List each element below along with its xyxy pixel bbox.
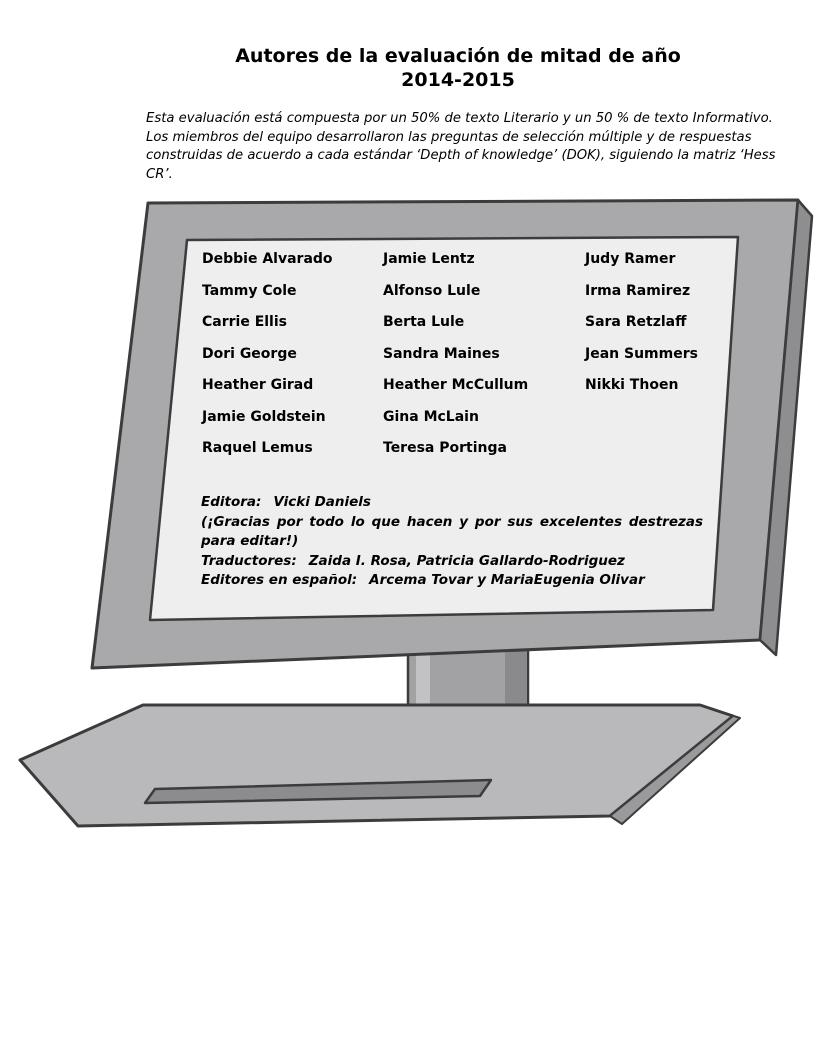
intro-paragraph: Esta evaluación está compuesta por un 50% de texto Literario y un 50 % de texto Informativo. Los miembros del equipo desarrollaron las preguntas de selección múltiple y de respuestas construidas de acuerdo a cada estándar ‘Depth of knowledge’ (DOK), siguiendo la matriz ‘Hess CR’. xyxy=(146,111,776,182)
author-name: Tammy Cole xyxy=(202,282,297,299)
author-name: Nikki Thoen xyxy=(585,377,679,393)
translators-row xyxy=(201,552,703,572)
author-name: Gina McLain xyxy=(383,408,479,425)
thanks-note: (¡Gracias por todo lo que hacen y por sus excelentes destrezas para editar!) xyxy=(201,513,703,549)
author-name: Jamie Lentz xyxy=(383,251,475,267)
author-name: Raquel Lemus xyxy=(202,440,313,456)
author-name: Sara Retzlaff xyxy=(585,314,687,330)
title-text: Autores de la evaluación de mitad de año xyxy=(235,45,681,67)
author-name: Jamie Goldstein xyxy=(202,408,326,425)
editor-label: Editora: xyxy=(201,494,262,510)
spanish-editors-row xyxy=(201,571,703,591)
author-name: Heather McCullum xyxy=(383,377,529,393)
author-name: Carrie Ellis xyxy=(202,314,287,330)
author-name: Dori George xyxy=(202,345,297,362)
translators-names: Zaida I. Rosa, Patricia Gallardo-Rodriguez xyxy=(308,552,625,569)
spanish-editors-names: Arcema Tovar y MariaEugenia Olivar xyxy=(369,572,645,588)
editor-row xyxy=(201,493,703,513)
author-name: Judy Ramer xyxy=(585,251,676,267)
authors-column-3 xyxy=(585,250,698,408)
title-year: 2014-2015 xyxy=(401,69,515,91)
author-name: Alfonso Lule xyxy=(383,282,481,299)
author-name: Jean Summers xyxy=(585,345,698,362)
spanish-editors-label: Editores en español: xyxy=(201,572,358,588)
author-name: Heather Girad xyxy=(202,377,314,393)
authors-column-1 xyxy=(202,250,333,471)
translators-label: Traductores: xyxy=(201,552,297,569)
author-name: Berta Lule xyxy=(383,314,465,330)
editor-name: Vicki Daniels xyxy=(273,494,371,510)
author-name: Sandra Maines xyxy=(383,345,500,362)
authors-column-2 xyxy=(383,250,528,471)
credits-block xyxy=(201,493,703,591)
author-name: Teresa Portinga xyxy=(383,440,507,456)
page-title xyxy=(0,44,816,92)
author-name: Debbie Alvarado xyxy=(202,251,333,267)
author-name: Irma Ramirez xyxy=(585,282,691,299)
